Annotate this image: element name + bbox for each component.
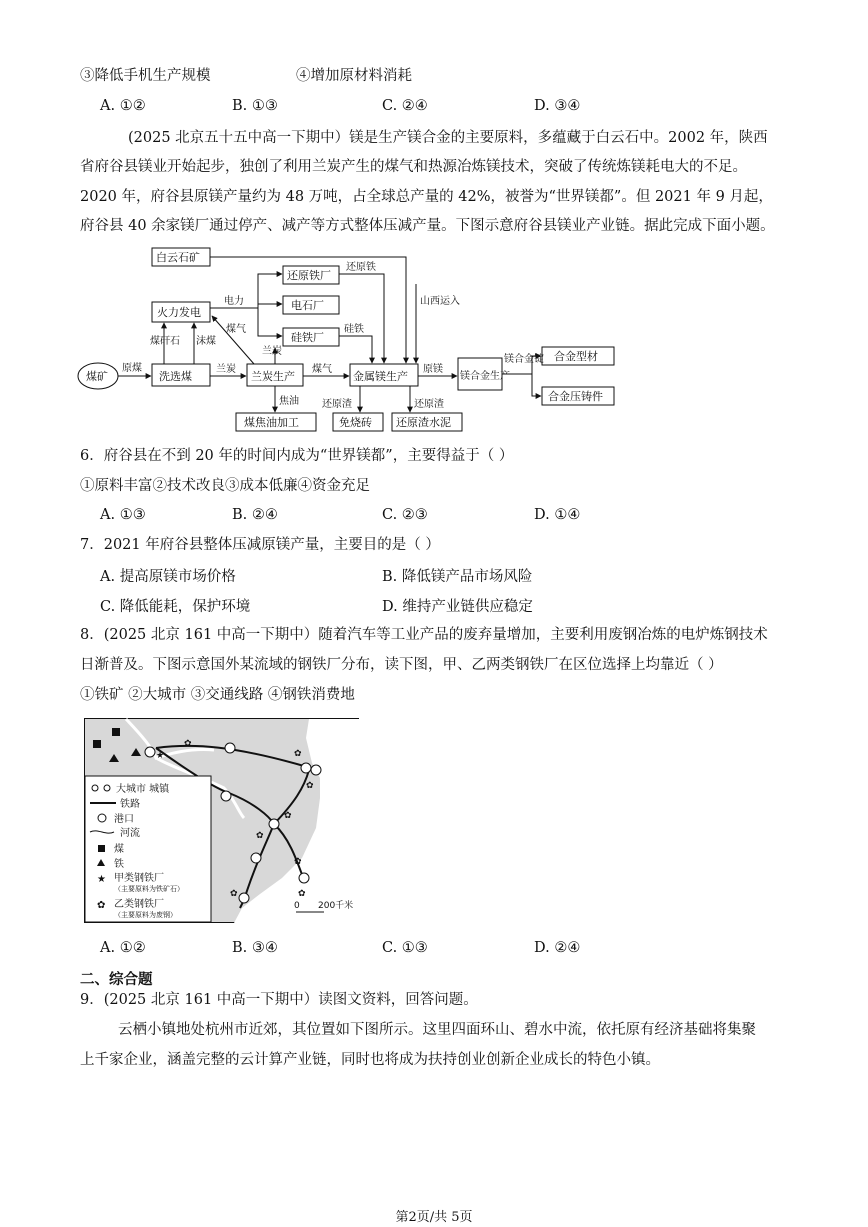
svg-text:★: ★ xyxy=(97,874,106,885)
intro-line-4: 府谷县 40 余家镁厂通过停产、减产等方式整体压减产量。下图示意府谷县镁业产业链。据此完成下面小题。 xyxy=(80,218,775,234)
label-huanyuan: 还原铁厂 xyxy=(287,269,331,282)
legend-yi-sub: （主要原料为废钢） xyxy=(114,911,177,919)
edge-huanyuantie: 还原铁 xyxy=(346,262,376,273)
edge-zha1: 还原渣 xyxy=(322,399,352,410)
svg-text:✿: ✿ xyxy=(298,889,306,899)
edge-meiqi-top: 煤气 xyxy=(226,324,246,335)
svg-text:✿: ✿ xyxy=(294,857,302,867)
coal-icon xyxy=(93,740,101,748)
label-huoli: 火力发电 xyxy=(157,306,201,319)
choice-c: C. ②③ xyxy=(382,507,428,523)
label-xiumei: 洗选煤 xyxy=(159,370,192,383)
svg-text:✿: ✿ xyxy=(294,749,302,759)
edge-shanxi: 山西运入 xyxy=(420,296,460,307)
legend-railway: 铁路 xyxy=(120,799,140,810)
option-3: ③降低手机生产规模 xyxy=(80,68,211,84)
legend-jia: 甲类钢铁厂 xyxy=(114,873,164,884)
label-guitie: 硅铁厂 xyxy=(291,331,324,344)
q6-choices xyxy=(100,507,800,527)
label-lantan: 兰炭生产 xyxy=(251,370,295,383)
svg-text:✿: ✿ xyxy=(97,900,106,911)
q7-stem: 7．2021 年府谷县整体压减原镁产量，主要目的是（ ） xyxy=(80,537,440,553)
city-icon xyxy=(269,819,279,829)
choice-a: A. ①③ xyxy=(100,507,146,523)
label-zhuanchang: 免烧砖 xyxy=(339,416,372,429)
edge-meihejin: 镁合金锭 xyxy=(504,354,544,365)
edge-lanta: 兰炭 xyxy=(216,364,236,375)
edge-meiqi: 煤气 xyxy=(312,364,332,375)
city-icon xyxy=(239,893,249,903)
legend-iron: 铁 xyxy=(114,859,124,870)
intro-line-1: (2025 北京五十五中高一下期中）镁是生产镁合金的主要原料，多蕴藏于白云石中。2002 年，陕西 xyxy=(128,130,768,146)
legend-jia-sub: （主要原料为铁矿石） xyxy=(114,885,184,893)
edge-guitie: 硅铁 xyxy=(344,324,364,335)
option-row-top xyxy=(80,66,412,86)
choice-a: A. ①② xyxy=(100,940,146,956)
q8-line2: 日渐普及。下图示意国外某流域的钢铁厂分布，读下图，甲、乙两类钢铁厂在区位选择上均靠近（ ） xyxy=(80,657,723,673)
q6-factors: ①原料丰富②技术改良③成本低廉④资金充足 xyxy=(80,478,370,494)
label-jinshumei: 金属镁生产 xyxy=(353,370,408,383)
label-hejin-yazhu: 合金压铸件 xyxy=(548,390,603,403)
intro-line-2: 省府谷县镁业开始起步，独创了利用兰炭产生的煤气和热源冶炼镁技术，突破了传统炼镁耗电大的不足。 xyxy=(80,159,747,175)
q9-para-line1: 云栖小镇地处杭州市近郊，其位置如下图所示。这里四面环山、碧水中流，依托原有经济基础将集聚 xyxy=(118,1022,756,1038)
edge-dianli: 电力 xyxy=(224,296,244,307)
choice-c: C. 降低能耗，保护环境 xyxy=(100,599,251,615)
svg-text:✿: ✿ xyxy=(306,781,314,791)
q9-para-line2: 上千家企业，涵盖完整的云计算产业链，同时也将成为扶持创业创新企业成长的特色小镇。 xyxy=(80,1052,660,1068)
steel-plant-map xyxy=(84,718,360,924)
edge-yuanmei: 原煤 xyxy=(122,363,142,374)
q8-choices xyxy=(100,940,800,960)
choice-d: D. ①④ xyxy=(534,507,581,523)
label-hejin-xingcai: 合金型材 xyxy=(554,350,598,363)
legend-coal: 煤 xyxy=(114,844,124,855)
choice-d: D. 维持产业链供应稳定 xyxy=(382,599,533,615)
edge-meiganshi: 煤矸石 xyxy=(150,336,180,347)
edge-momei: 沫煤 xyxy=(196,336,216,347)
legend-river: 河流 xyxy=(120,828,140,839)
q8-line1: 8．(2025 北京 161 中高一下期中）随着汽车等工业产品的废弃量增加，主要利用废钢冶炼的电炉炼钢技术 xyxy=(80,627,768,643)
label-kuangshi: 煤矿 xyxy=(86,370,108,383)
section-title: 二、综合题 xyxy=(80,971,153,988)
svg-text:✿: ✿ xyxy=(284,811,292,821)
q6-stem: 6．府谷县在不到 20 年的时间内成为“世界镁都”，主要得益于（ ） xyxy=(80,448,514,464)
legend-city: 大城市 城镇 xyxy=(116,784,170,795)
label-meihejin: 镁合金生产 xyxy=(460,371,510,382)
edge-zha2: 还原渣 xyxy=(414,399,444,410)
city-icon xyxy=(299,873,309,883)
choice-b: B. ①③ xyxy=(232,98,278,114)
city-icon xyxy=(301,763,311,773)
magnesium-industry-chain-diagram xyxy=(76,244,622,440)
legend-yi: 乙类钢铁厂 xyxy=(114,899,164,910)
q7-choices-row1 xyxy=(100,565,800,585)
city-icon xyxy=(225,743,235,753)
choice-a: A. 提高原镁市场价格 xyxy=(100,569,236,585)
legend-port: 港口 xyxy=(114,814,134,825)
choice-d: D. ②④ xyxy=(534,940,581,956)
svg-text:✿: ✿ xyxy=(184,739,192,749)
choice-b: B. ③④ xyxy=(232,940,278,956)
q9-stem: 9．(2025 北京 161 中高一下期中）读图文资料，回答问题。 xyxy=(80,992,478,1008)
city-icon xyxy=(311,765,321,775)
svg-text:★: ★ xyxy=(156,751,165,761)
choice-c: C. ②④ xyxy=(382,98,428,114)
city-icon xyxy=(251,853,261,863)
q5-choices xyxy=(100,98,800,118)
choice-b: B. 降低镁产品市场风险 xyxy=(382,569,533,585)
svg-text:✿: ✿ xyxy=(230,889,238,899)
edge-lanta-small: 兰炭 xyxy=(262,346,282,357)
label-meijiaoyou: 煤焦油加工 xyxy=(244,416,299,429)
scale-zero: 0 xyxy=(294,901,300,911)
choice-a: A. ①② xyxy=(100,98,146,114)
coal-icon xyxy=(112,728,120,736)
scale-label: 200千米 xyxy=(318,901,354,911)
choice-c: C. ①③ xyxy=(382,940,428,956)
label-baiyunshi: 白云石矿 xyxy=(156,251,200,264)
label-shuini: 还原渣水泥 xyxy=(396,416,451,429)
intro-line-3: 2020 年，府谷县原镁产量约为 48 万吨，占全球总产量的 42%，被誉为“世界镁都”。但 2021 年 9 月起， xyxy=(80,189,773,205)
svg-text:✿: ✿ xyxy=(256,831,264,841)
city-icon xyxy=(145,747,155,757)
q8-factors: ①铁矿 ②大城市 ③交通线路 ④钢铁消费地 xyxy=(80,687,355,703)
q7-choices-row2 xyxy=(100,595,800,615)
label-dianshi: 电石厂 xyxy=(291,299,324,312)
city-icon xyxy=(221,791,231,801)
option-4: ④增加原材料消耗 xyxy=(296,68,412,84)
choice-b: B. ②④ xyxy=(232,507,278,523)
edge-yuanmei2: 原镁 xyxy=(423,364,443,375)
page-footer: 第2页/共 5页 xyxy=(395,1210,473,1225)
edge-jiaoyou: 焦油 xyxy=(279,396,299,407)
choice-d: D. ③④ xyxy=(534,98,581,114)
